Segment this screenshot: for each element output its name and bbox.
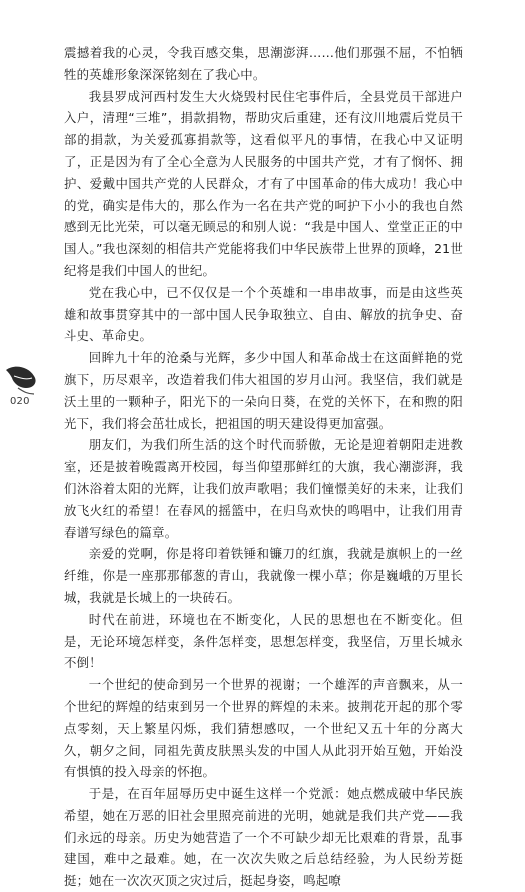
paragraph: 一个世纪的使命到另一个世界的视谢；一个雄浑的声音飘来，从一个世纪的辉煌的结束到另一个世界的辉煌的未来。披荆花开起的那个零点零刻，天上繁星闪烁，我们猜想感叹，一个世纪又五十年的分离大久，朝夕之间，同祖先黄皮肤黑头发的中国人从此羽开始互勉，开始没有惧慎的投入母亲的怀抱。 [64, 677, 463, 780]
paragraph: 于是，在百年屈辱历史中诞生这样一个党派：她点燃成破中华民族希望，她在万恶的旧社会里照亮前进的光明，她就是我们共产党——我们永远的母亲。历史为她营造了一个不可缺少却无比艰难的背景，乱事建国，难中之最难。她，在一次次失败之后总结经验，为人民纷芳挺挺；她在一次次灭顶之灾过后，挺起身姿，鸣起嘹 [64, 786, 463, 889]
paragraph: 震撼着我的心灵，令我百感交集，思潮澎湃……他们那强不屈，不怕牺牲的英雄形象深深铭刻在了我心中。 [64, 45, 463, 82]
paragraph: 亲爱的党啊，你是将印着铁锤和镰刀的红旗，我就是旗帜上的一丝纤维，你是一座那那郁葱的青山，我就像一棵小草；你是巍峨的万里长城，我就是长城上的一块砖石。 [64, 546, 463, 605]
paragraph: 朋友们，为我们所生活的这个时代而骄傲，无论是迎着朝阳走进教室，还是披着晚霞离开校园，每当仰望那鲜红的大旗，我心潮澎湃，我们沐浴着太阳的光辉，让我们放声歌唱；我们憧憬美好的未来，让我们放飞火红的希望！在春风的摇篮中，在归鸟欢快的鸣唱中，让我们用青春谱写绿色的篇章。 [64, 437, 463, 540]
paragraph: 回眸九十年的沧桑与光辉，多少中国人和革命战士在这面鲜艳的党旗下，历尽艰辛，改造着我们伟大祖国的岁月山河。我坚信，我们就是沃土里的一颗种子，阳光下的一朵向日葵，在党的关怀下，在和煦的阳光下，我们将会茁壮成长，把祖国的明天建设得更加富强。 [64, 350, 463, 431]
paragraph: 我县罗成河西村发生大火烧毁村民住宅事件后，全县党员干部进户入户，清理“三堆”，捐款捐物，帮助灾后重建，还有汶川地震后党员干部的捐款，为关爱孤寡捐款等，这看似平凡的事情，在我心中又证明了，正是因为有了全心全意为人民服务的中国共产党，才有了悯怀、拥护、爱戴中国共产党的人民群众，才有了中国革命的伟大成功！我心中的党，确实是伟大的，那么作为一名在共产党的呵护下小小的我也自然感到无比光荣，可以毫无顾忌的和别人说：“我是中国人、堂堂正正的中国人。”我也深刻的相信共产党能将我们中华民族带上世界的顶峰，21世纪将是我们中国人的世纪。 [64, 88, 463, 278]
paragraph: 党在我心中，已不仅仅是一个个英雄和一串串故事，而是由这些英雄和故事贯穿其中的一部中国人民争取独立、自由、解放的抗争史、奋斗史、革命史。 [64, 284, 463, 344]
leaf-ornament-icon [4, 362, 44, 424]
paragraph: 时代在前进，环境也在不断变化，人民的思想也在不断变化。但是，无论环境怎样变，条件怎样变，思想怎样变，我坚信，万里长城永不倒！ [64, 611, 463, 671]
page-number: 020 [10, 396, 30, 407]
article-body [64, 42, 463, 892]
